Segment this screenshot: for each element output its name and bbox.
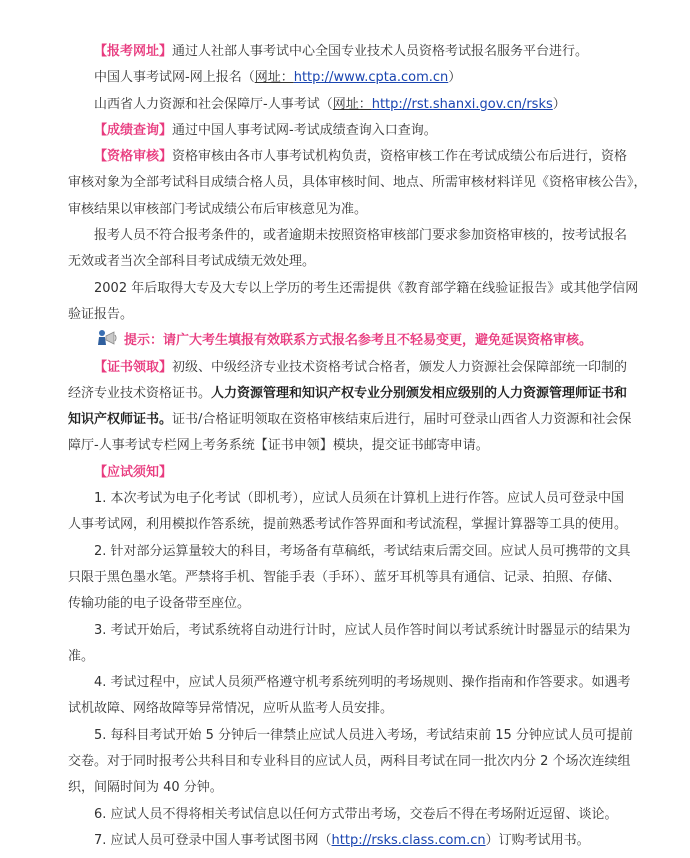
rsks-class-link[interactable]: http://rsks.class.com.cn xyxy=(331,832,486,848)
notice-item-5-line-1: 5. 每科目考试开始 5 分钟后一律禁止应试人员进入考场，考试结束前 15 分钟应试人员可提前 xyxy=(94,727,633,743)
site1-prefix: 网址： xyxy=(254,70,294,86)
notice-item-6: 6. 应试人员不得将相关考试信息以任何方式带出考场，交卷后不得在考场附近逗留、谈论。 xyxy=(94,806,618,822)
qualification-para2-line-1: 报考人员不符合报考条件的，或者逾期未按照资格审核部门要求参加资格审核的，按考试报名 xyxy=(94,228,628,244)
score-label: 【成绩查询】 xyxy=(94,122,173,138)
notice-item-2-line-2: 只限于黑色墨水笔。严禁将手机、智能手表（手环）、蓝牙耳机等具有通信、记录、拍照、存储、 xyxy=(68,569,621,585)
notice-item-2-line-3: 传输功能的电子设备带至座位。 xyxy=(68,596,251,612)
notice-item-7: 7. 应试人员可登录中国人事考试图书网（http://rsks.class.com.cn）订购考试用书。 xyxy=(94,832,590,848)
certificate-line-1: 【证书领取】初级、中级经济专业技术资格考试合格者，颁发人力资源社会保障部统一印制的 xyxy=(94,359,628,375)
tip-line xyxy=(68,328,626,354)
tip-text: 提示：请广大考生填报有效联系方式报名参考且不轻易变更，避免延误资格审核。 xyxy=(124,333,593,349)
score-section xyxy=(68,118,626,144)
notice-item-5-line-2: 交卷。对于同时报考公共科目和专业科目的应试人员，两科目考试在同一批次内分 2 个场次连续组 xyxy=(68,754,631,770)
qualification-para2-line-2: 无效或者当次全部科目考试成绩无效处理。 xyxy=(68,254,316,270)
notice-label: 【应试须知】 xyxy=(94,464,173,480)
register-text: 通过人社部人事考试中心全国专业技术人员资格考试报名服务平台进行。 xyxy=(172,44,589,59)
notice-heading xyxy=(68,460,626,486)
notice-item-3-line-1: 3. 考试开始后，考试系统将自动进行计时，应试人员作答时间以考试系统计时器显示的结果为 xyxy=(94,622,631,638)
certificate-line-3: 知识产权师证书。证书/合格证明领取在资格审核结束后进行，届时可登录山西省人力资源和社会保 xyxy=(68,412,632,428)
qualification-label: 【资格审核】 xyxy=(94,149,173,165)
notice-item-1-line-1: 1. 本次考试为电子化考试（即机考），应试人员须在计算机上进行作答。应试人员可登录中国 xyxy=(94,491,625,507)
notice-item-5-line-3: 织，间隔时间为 40 分钟。 xyxy=(68,780,223,796)
score-text: 通过中国人事考试网-考试成绩查询入口查询。 xyxy=(172,122,437,138)
shanxi-rsks-link[interactable]: http://rst.shanxi.gov.cn/rsks xyxy=(371,96,553,112)
register-site2: 山西省人力资源和社会保障厅-人事考试（网址：http://rst.shanxi.gov.cn/rsks） xyxy=(94,96,566,112)
qualification-line-2: 审核对象为全部考试科目成绩合格人员，具体审核时间、地点、所需审核材料详见《资格审核公告》， xyxy=(68,175,647,191)
certificate-line-2: 经济专业技术资格证书。人力资源管理和知识产权专业分别颁发相应级别的人力资源管理师证书和 xyxy=(68,385,628,401)
qualification-para3-line-1: 2002 年后取得大专及大专以上学历的考生还需提供《教育部学籍在线验证报告》或其他学信网 xyxy=(94,280,639,296)
qualification-para3-line-2: 验证报告。 xyxy=(68,306,134,322)
notice-item-1-line-2: 人事考试网，利用模拟作答系统，提前熟悉考试作答界面和考试流程，掌握计算器等工具的使用。 xyxy=(68,517,628,533)
site2-prefix: 网址： xyxy=(332,96,372,112)
cpta-link[interactable]: http://www.cpta.com.cn xyxy=(293,70,449,86)
certificate-label: 【证书领取】 xyxy=(94,359,173,375)
register-label: 【报考网址】 xyxy=(94,44,173,59)
speaker-icon xyxy=(94,328,118,350)
qualification-line-3: 审核结果以审核部门考试成绩公布后审核意见为准。 xyxy=(68,201,368,217)
certificate-line-4: 障厅-人事考试专栏网上考务系统【证书申领】模块，提交证书邮寄申请。 xyxy=(68,438,489,454)
register-section xyxy=(68,39,626,65)
notice-item-2-line-1: 2. 针对部分运算量较大的科目，考场备有草稿纸，考试结束后需交回。应试人员可携带的文具 xyxy=(94,543,631,559)
notice-item-3-line-2: 准。 xyxy=(68,648,95,664)
notice-item-4-line-1: 4. 考试过程中，应试人员须严格遵守机考系统列明的考场规则、操作指南和作答要求。如遇考 xyxy=(94,675,631,691)
notice-item-4-line-2: 试机故障、网络故障等异常情况，应听从监考人员安排。 xyxy=(68,701,394,717)
qualification-line-1: 【资格审核】资格审核由各市人事考试机构负责，资格审核工作在考试成绩公布后进行，资格 xyxy=(94,149,628,165)
register-site1: 中国人事考试网-网上报名（网址：http://www.cpta.com.cn） xyxy=(94,70,462,86)
